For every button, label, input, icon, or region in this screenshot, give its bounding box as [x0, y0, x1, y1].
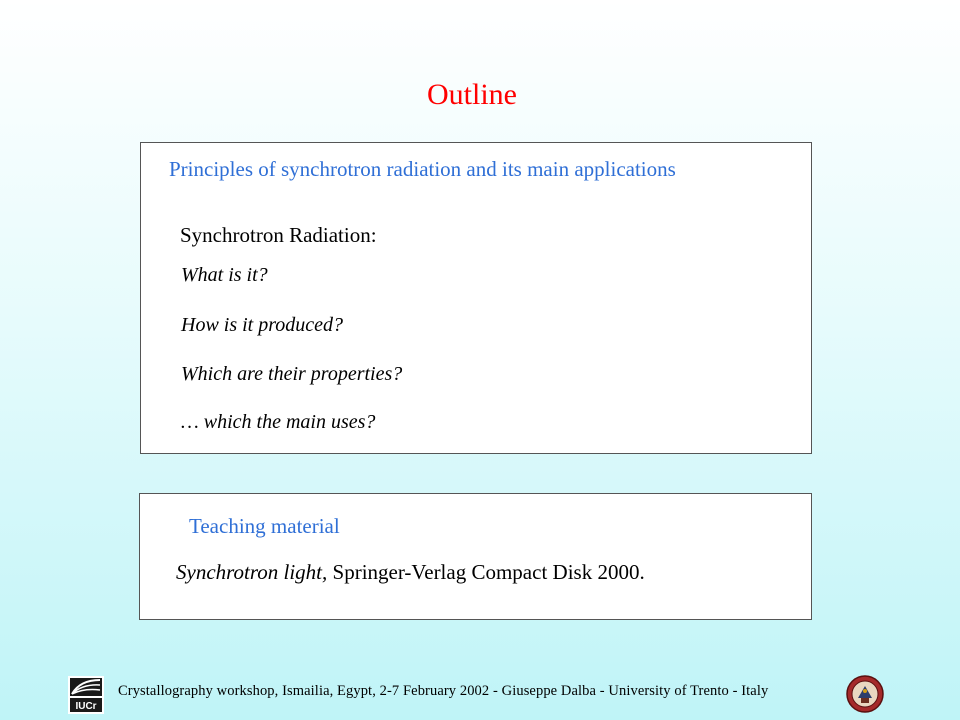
footer-text: Crystallography workshop, Ismailia, Egypt, 2-7 February 2002 - Giuseppe Dalba - University of Trento - Italy: [118, 683, 769, 699]
university-seal-icon: [846, 674, 884, 714]
question-item: Which are their properties?: [181, 363, 403, 385]
reference-line: [176, 560, 645, 585]
question-item: What is it?: [181, 264, 268, 286]
teaching-material-box: [139, 493, 812, 620]
iucr-logo: [68, 676, 104, 714]
outline-box: [140, 142, 812, 454]
teaching-material-heading: Teaching material: [189, 514, 340, 538]
slide-title: Outline: [427, 78, 517, 111]
question-item: … which the main uses?: [181, 411, 376, 433]
outline-subheading: Synchrotron Radiation:: [180, 223, 377, 247]
question-item: How is it produced?: [181, 314, 344, 336]
iucr-logo-text: IUCr: [75, 701, 97, 712]
reference-publisher: Springer-Verlag Compact Disk 2000.: [327, 560, 645, 584]
outline-heading: Principles of synchrotron radiation and its main applications: [169, 157, 676, 181]
reference-title: Synchrotron light,: [176, 560, 328, 584]
